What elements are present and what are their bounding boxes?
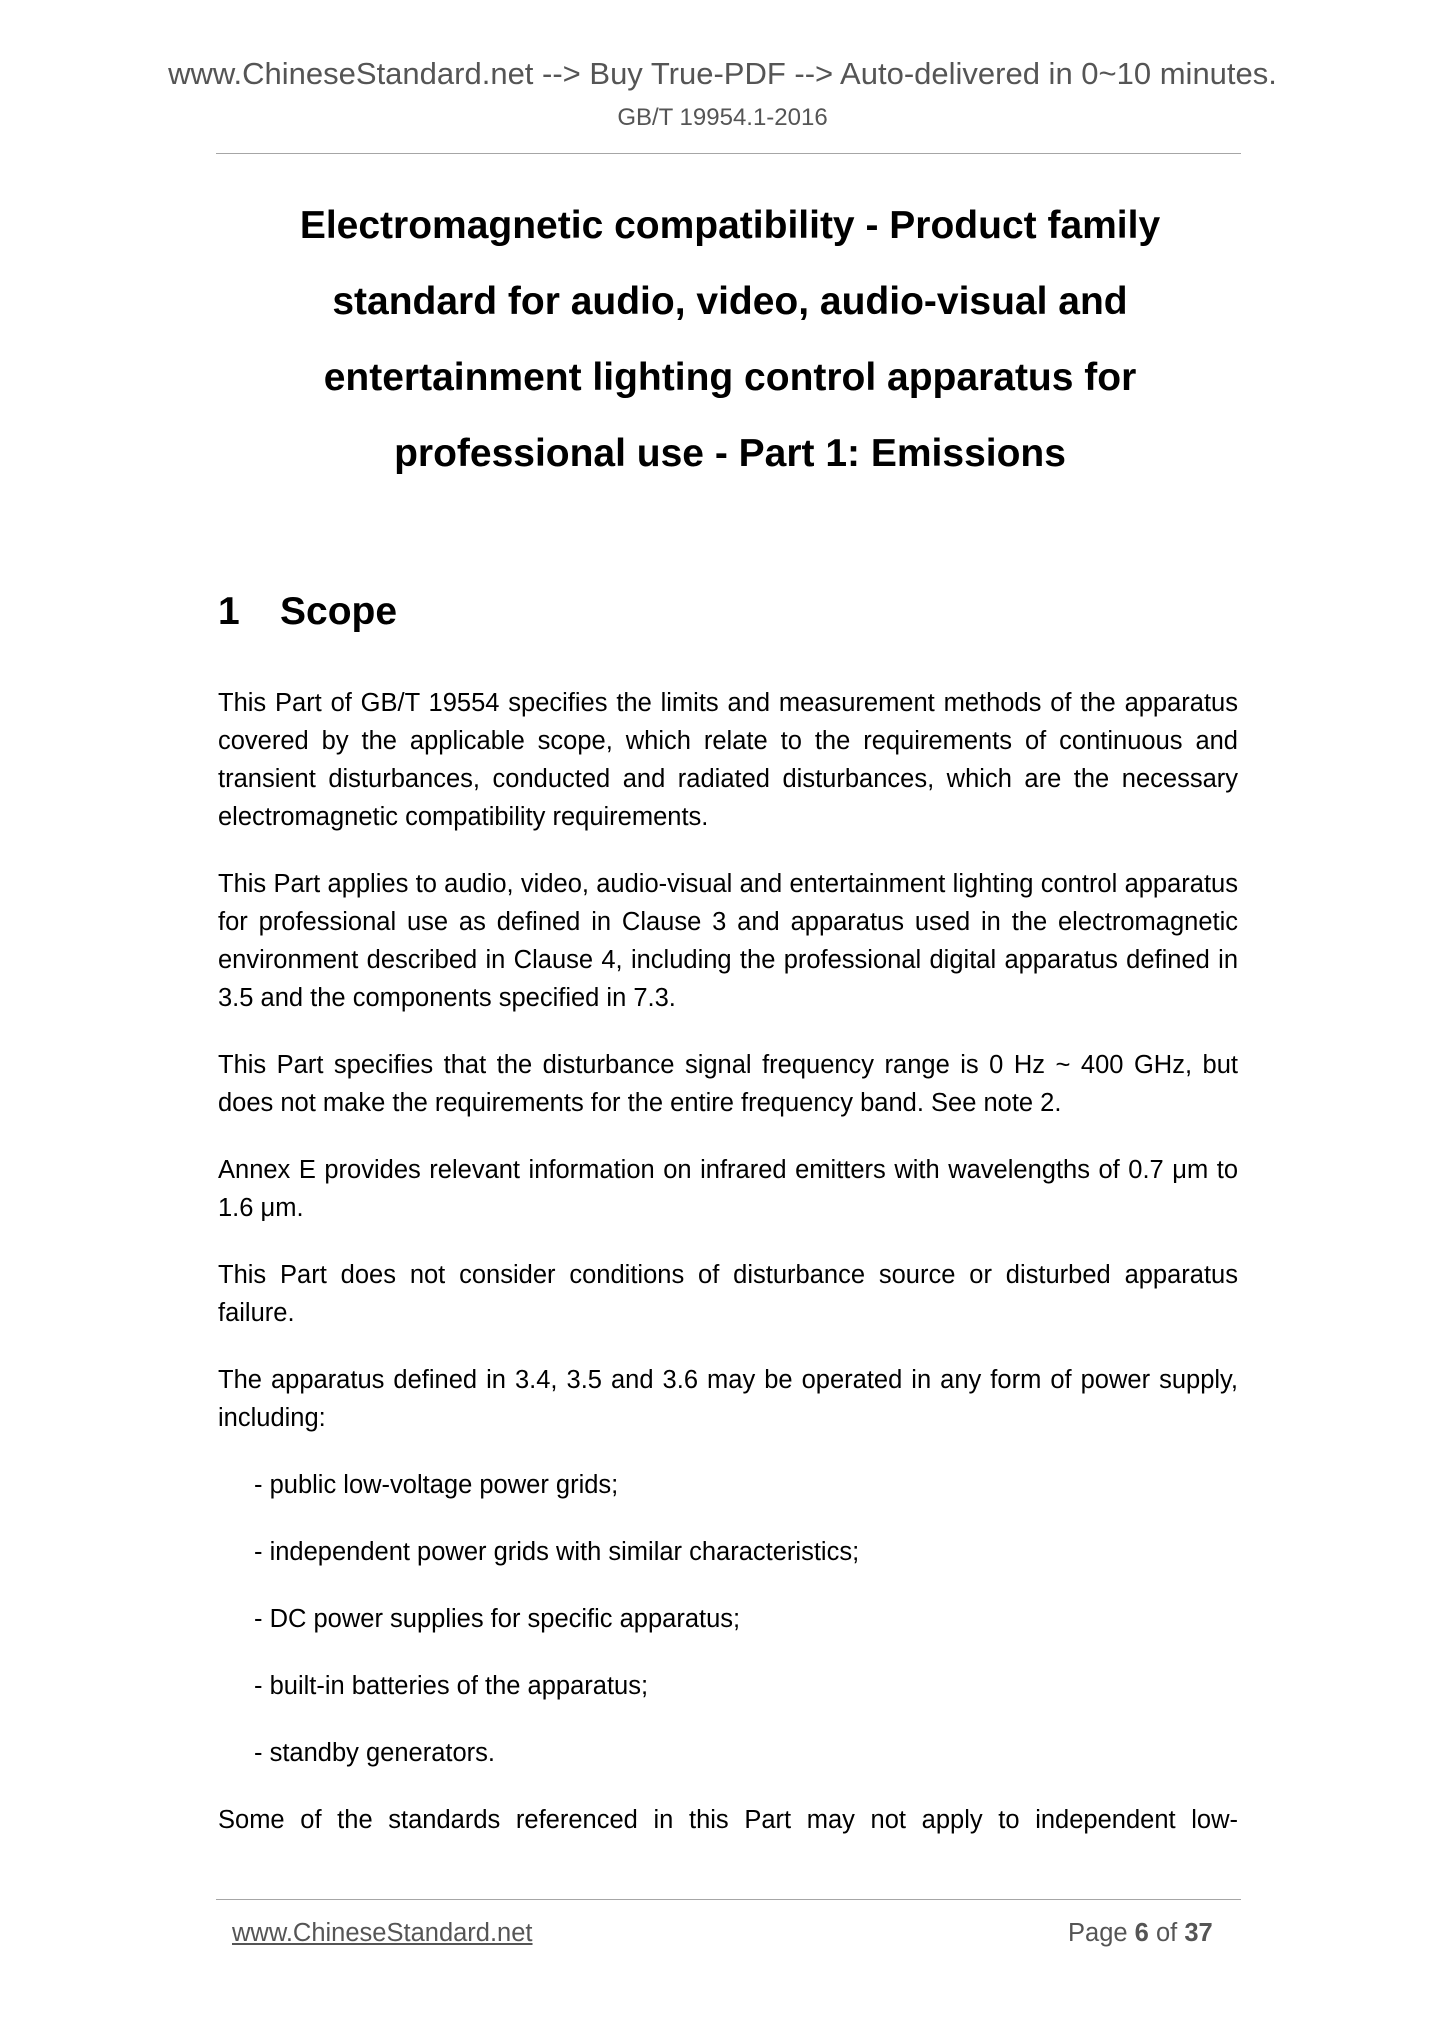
header-promo-text: www.ChineseStandard.net --> Buy True-PDF --> Auto-delivered in 0~10 minutes.: [168, 56, 1277, 91]
page-label: Page: [1068, 1919, 1128, 1947]
footer-divider: [216, 1899, 1241, 1900]
page-of-label: of: [1155, 1919, 1178, 1947]
document-title-line: entertainment lighting control apparatus for: [323, 356, 1137, 399]
paragraph: This Part of GB/T 19554 specifies the limits and measurement methods of the apparatus covered by the applicable scope, which relate to the requirements of continuous and transient disturbances, conducted and radiated disturbances, which are the necessary electromagnetic compatibility requirements.: [218, 689, 1238, 831]
page-total: 37: [1184, 1919, 1213, 1947]
power-supply-list: [218, 1466, 1238, 1772]
paragraph: This Part does not consider conditions of disturbance source or disturbed apparatus failure.: [218, 1261, 1238, 1327]
section-title: Scope: [280, 590, 398, 633]
paragraph: The apparatus defined in 3.4, 3.5 and 3.6 may be operated in any form of power supply, including:: [218, 1366, 1238, 1432]
paragraph: Annex E provides relevant information on infrared emitters with wavelengths of 0.7 μm to 1.6 μm.: [218, 1156, 1238, 1222]
section-heading: [218, 589, 397, 635]
document-title: [250, 188, 1210, 492]
document-title-line: Electromagnetic compatibility - Product family: [299, 204, 1161, 247]
list-item: - DC power supplies for specific apparatus;: [254, 1605, 741, 1633]
list-item: - built-in batteries of the apparatus;: [254, 1672, 649, 1700]
page-current: 6: [1134, 1919, 1149, 1947]
section-number: 1: [218, 590, 240, 633]
header-divider: [216, 153, 1241, 154]
paragraph: This Part applies to audio, video, audio-visual and entertainment lighting control apparatus for professional use as defined in Clause 3 and apparatus used in the electromagnetic environment described in Clause 4, including the professional digital apparatus defined in 3.5 and the components specified in 7.3.: [218, 870, 1238, 1012]
trailing-paragraph: Some of the standards referenced in this Part may not apply to independent low-: [218, 1806, 1238, 1834]
list-item: - standby generators.: [254, 1739, 495, 1767]
list-item: - public low-voltage power grids;: [254, 1471, 619, 1499]
page-indicator: [1068, 1918, 1213, 1948]
section-body: [218, 684, 1238, 1868]
document-title-line: professional use - Part 1: Emissions: [394, 432, 1066, 475]
footer-website-link[interactable]: www.ChineseStandard.net: [232, 1919, 533, 1947]
document-title-line: standard for audio, video, audio-visual and: [332, 280, 1128, 323]
paragraph: This Part specifies that the disturbance signal frequency range is 0 Hz ~ 400 GHz, but does not make the requirements for the entire frequency band. See note 2.: [218, 1051, 1238, 1117]
header-standard-number: GB/T 19954.1-2016: [617, 104, 828, 131]
list-item: - independent power grids with similar characteristics;: [254, 1538, 860, 1566]
